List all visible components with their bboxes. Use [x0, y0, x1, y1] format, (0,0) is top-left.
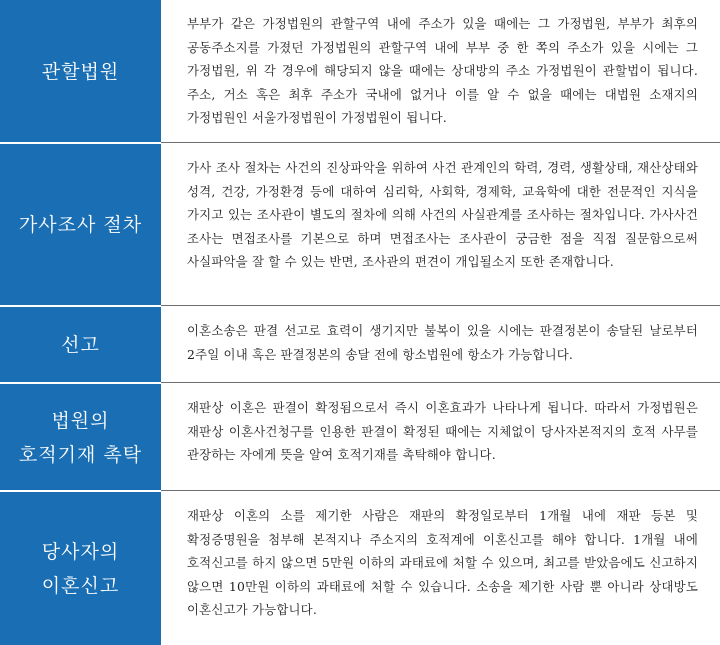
row-body — [161, 0, 720, 143]
row-text: 이혼소송은 판결 선고로 효력이 생기지만 불복이 있을 시에는 판결정본이 송달된 날로부터 2주일 이내 혹은 판결정본의 송달 전에 항소법원에 항소가 가능합니다. — [187, 323, 698, 362]
row-body — [161, 144, 720, 306]
row-text: 가사 조사 절차는 사건의 진상파악을 위하여 사건 관계인의 학력, 경력, 생활상태, 재산상태와 성격, 건강, 가정환경 등에 대하여 심리학, 사회학, 경제학, 교육학에 대한 전문적인 지식을 가지고 있는 조사관이 별도의 절차에 의해 사건의 사실관계를 조사하는 절차입니다. 가사사건 조사는 면접조사를 기본으로 하며 면접조사는 조사관이 궁금한 점을 직접 질문함으로써 사실파악을 잘 할 수 있는 반면, 조사관의 편견이 개입될소지 또한 존재합니다. — [187, 160, 698, 270]
row-text: 재판상 이혼은 판결이 확정됨으로서 즉시 이혼효과가 나타나게 됩니다. 따라서 가정법원은 재판상 이혼사건청구를 인용한 판결이 확정된 때에는 지체없이 당사자본적지의 호적 사무를 관장하는 자에게 뜻을 알여 호적기재를 촉탁해야 합니다. — [187, 400, 698, 463]
row-title-line: 호적기재 촉탁 — [18, 443, 143, 466]
row-title — [0, 0, 161, 143]
table-row-family-investigation — [0, 144, 720, 306]
row-title — [0, 492, 161, 645]
row-title — [0, 144, 161, 306]
row-title-line: 가사조사 절차 — [18, 214, 143, 236]
row-text: 재판상 이혼의 소를 제기한 사람은 재판의 확정일로부터 1개월 내에 재판 등본 및 확정증명원을 첨부해 본적지나 주소지의 호적계에 이혼신고를 해야 합니다. 1개월 내에 호적신고를 하지 않으면 5만원 이하의 과태료에 처할 수 있으며, 최고를 받았음에도 신고하지 않으면 10만원 이하의 과태료에 처할 수 있습니다. 소송을 제기한 사람 뿐 아니라 상대방도 이혼신고가 가능합니다. — [187, 508, 698, 618]
row-title-line: 법원의 — [51, 409, 110, 432]
row-body — [161, 384, 720, 491]
row-title-line: 당사자의 — [41, 540, 120, 563]
table-row-sentence — [0, 307, 720, 383]
row-body — [161, 307, 720, 383]
row-title — [0, 307, 161, 383]
row-title — [0, 384, 161, 491]
row-body — [161, 492, 720, 645]
row-text: 부부가 같은 가정법원의 관할구역 내에 주소가 있을 때에는 그 가정법원, 부부가 최후의 공동주소지를 가졌던 가정법원의 관할구역 내에 부부 중 한 쪽의 주소가 있을 시에는 그 가정법원, 위 각 경우에 해당되지 않을 때에는 상대방의 주소 가정법원이 관할법이 됩니다. 주소, 거소 혹은 최후 주소가 국내에 없거나 이를 알 수 없을 때에는 대법원 소재지의 가정법원인 서울가정법원이 가정법원이 됩니다. — [187, 16, 698, 126]
table-row-jurisdiction — [0, 0, 720, 143]
row-title-line: 선고 — [61, 334, 100, 356]
row-title-line: 이혼신고 — [41, 574, 120, 597]
table-row-divorce-report — [0, 492, 720, 645]
table-row-registry-request — [0, 384, 720, 491]
row-title-line: 관할법원 — [41, 60, 120, 83]
